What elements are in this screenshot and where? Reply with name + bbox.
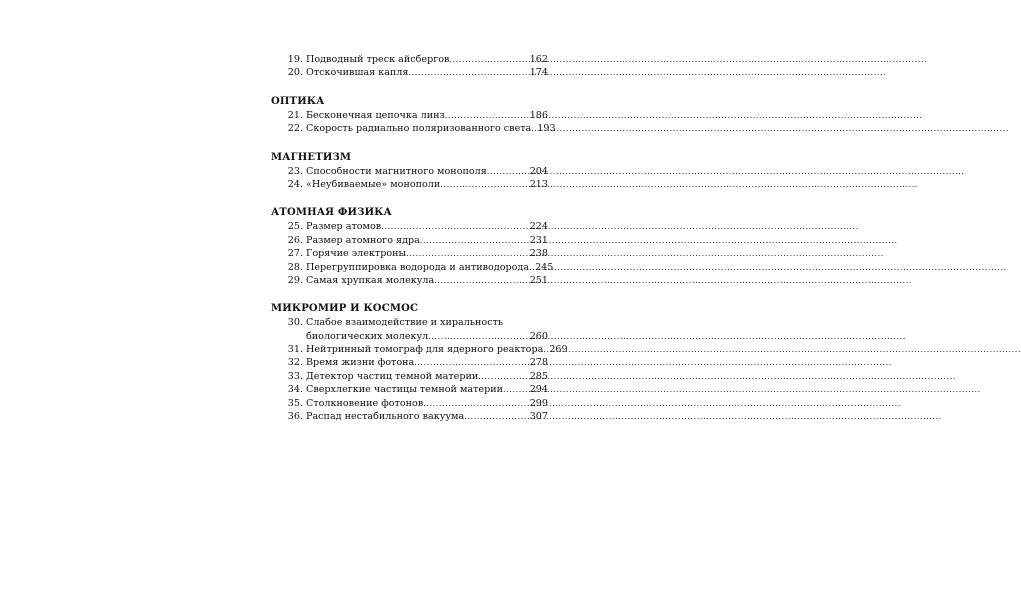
dot-leader	[487, 165, 530, 178]
entry-title: Самая хрупкая молекула	[306, 274, 435, 286]
entry-title: Размер атомов	[306, 221, 382, 233]
entry-title: Нейтринный томограф для ядерного реактора	[306, 344, 544, 356]
entry-title: Перегруппировка водорода и антиводорода	[306, 261, 530, 273]
toc-entry-line1	[271, 316, 548, 329]
dot-leader	[440, 178, 529, 191]
entry-number: 29.	[287, 274, 303, 286]
section-heading: МАГНЕТИЗМ	[271, 151, 352, 163]
toc-entry	[271, 261, 554, 274]
entry-title: Горячие электроны	[306, 248, 407, 260]
dot-leader	[449, 53, 529, 66]
dot-leader	[445, 109, 530, 122]
entry-page: 285	[529, 370, 548, 382]
entry-page: 213	[529, 178, 548, 190]
entry-number: 20.	[287, 67, 303, 79]
entry-page: 238	[529, 248, 548, 260]
entry-number: 28.	[287, 261, 303, 273]
entry-title: Способности магнитного монополя	[306, 165, 487, 177]
toc-entry	[271, 178, 548, 191]
entry-page: 278	[529, 357, 548, 369]
entry-number: 32.	[287, 357, 303, 369]
dot-leader	[414, 356, 529, 369]
toc-entry	[271, 234, 548, 247]
entry-title: Распад нестабильного вакуума	[306, 411, 465, 423]
dot-leader	[408, 66, 529, 79]
entry-title: Сверхлегкие частицы темной материи	[306, 384, 504, 396]
toc-entry	[271, 109, 548, 122]
entry-page: 299	[529, 397, 548, 409]
entry-page: 174	[529, 67, 548, 79]
toc-entry	[271, 410, 548, 423]
dot-leader	[503, 383, 530, 396]
entry-number: 26.	[287, 234, 303, 246]
dot-leader	[428, 330, 529, 343]
entry-title: Скорость радиально поляризованного света	[306, 123, 532, 135]
toc-entry	[271, 247, 548, 260]
toc-entry	[271, 122, 556, 135]
entry-page: 193	[537, 123, 556, 135]
entry-number: 21.	[287, 109, 303, 121]
entry-number: 31.	[287, 344, 303, 356]
entry-page: 162	[529, 54, 548, 65]
entry-page: 231	[529, 234, 548, 246]
entry-number: 25.	[287, 221, 303, 233]
entry-page: 224	[529, 221, 548, 233]
dot-leader	[423, 397, 529, 410]
entry-number: 23.	[287, 165, 303, 177]
toc-entry	[271, 274, 548, 287]
toc-entry	[271, 165, 548, 178]
entry-title: «Неубиваемые» монополи	[306, 178, 441, 190]
section-heading: АТОМНАЯ ФИЗИКА	[271, 207, 392, 219]
dot-leader	[434, 274, 529, 287]
entry-title: Слабое взаимодействие и хиральность	[306, 317, 504, 329]
entry-number: 22.	[287, 123, 303, 135]
entry-page: 186	[529, 109, 548, 121]
dot-leader	[381, 220, 530, 233]
toc-section-optics	[271, 94, 556, 136]
toc-entry-line2	[271, 330, 548, 343]
entry-number: 24.	[287, 178, 303, 190]
dot-leader	[420, 234, 530, 247]
entry-page: 245	[535, 261, 554, 273]
dot-leader	[478, 370, 529, 383]
entry-title: Время жизни фотона	[306, 357, 415, 369]
entry-title: Отскочившая капля	[306, 67, 409, 79]
toc-entry	[271, 356, 548, 369]
entry-title: Подводный треск айсбергов	[306, 54, 450, 65]
entry-page: 204	[529, 165, 548, 177]
entry-number: 35.	[287, 397, 303, 409]
toc-entry	[271, 370, 548, 383]
entry-title: Столкновение фотонов	[306, 397, 424, 409]
section-heading: МИКРОМИР И КОСМОС	[271, 303, 419, 315]
entry-title: Детектор частиц темной материи	[306, 370, 479, 382]
toc-entry	[271, 66, 548, 79]
dot-leader	[464, 410, 529, 423]
entry-page: 307	[529, 411, 548, 423]
toc-entry	[271, 383, 548, 396]
toc-section-continued	[271, 53, 548, 80]
entry-number: 27.	[287, 248, 303, 260]
section-heading: ОПТИКА	[271, 95, 325, 107]
toc-entry	[271, 53, 548, 66]
toc-section-atomic-physics	[271, 205, 554, 287]
toc-section-microworld-cosmos	[271, 301, 568, 423]
toc-entry	[271, 397, 548, 410]
entry-title-continued: биологических молекул	[306, 330, 429, 342]
toc-entry	[271, 220, 548, 233]
entry-page: 294	[529, 384, 548, 396]
entry-title: Размер атомного ядра	[306, 234, 420, 246]
entry-page: 260	[529, 330, 548, 342]
entry-number: 36.	[287, 411, 303, 423]
toc-section-magnetism	[271, 150, 548, 192]
entry-number: 34.	[287, 384, 303, 396]
entry-page: 269	[549, 344, 568, 356]
toc-entry	[271, 343, 568, 356]
dot-leader	[406, 247, 530, 260]
entry-title: Бесконечная цепочка линз	[306, 109, 445, 121]
entry-number: 19.	[287, 54, 303, 65]
table-of-contents	[271, 53, 568, 437]
entry-number: 33.	[287, 370, 303, 382]
entry-page: 251	[529, 274, 548, 286]
entry-number: 30.	[287, 317, 303, 329]
